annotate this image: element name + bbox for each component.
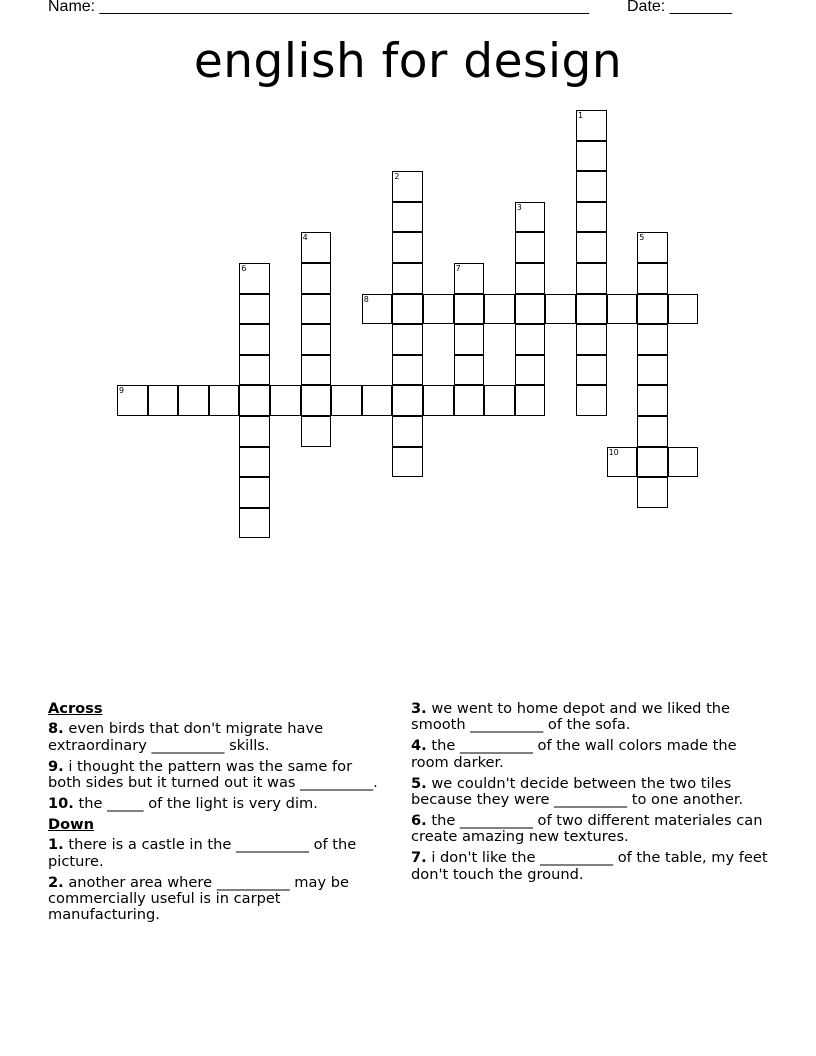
clue-number: 4. (411, 737, 427, 755)
grid-cell[interactable] (637, 355, 668, 386)
grid-cell[interactable] (301, 416, 332, 447)
grid-cell[interactable] (239, 477, 270, 508)
grid-cell[interactable] (607, 447, 638, 478)
clue-number-label: 2 (394, 172, 400, 182)
clue-number: 9. (48, 757, 64, 775)
grid-cell[interactable] (576, 324, 607, 355)
grid-cell[interactable] (239, 385, 270, 416)
clue-number: 5. (411, 774, 427, 792)
grid-cell[interactable] (178, 385, 209, 416)
grid-cell[interactable] (637, 416, 668, 447)
grid-cell[interactable] (301, 232, 332, 263)
grid-cell[interactable] (239, 416, 270, 447)
grid-cell[interactable] (454, 263, 485, 294)
grid-cell[interactable] (454, 294, 485, 325)
grid-cell[interactable] (637, 477, 668, 508)
grid-cell[interactable] (515, 202, 546, 233)
grid-cell[interactable] (515, 294, 546, 325)
clue-text: we couldn't decide between the two tiles because they were __________ to one another. (411, 774, 744, 809)
clue-number-label: 10 (608, 447, 619, 457)
grid-cell[interactable] (239, 355, 270, 386)
clue-number-label: 9 (119, 386, 125, 396)
clue-text: i thought the pattern was the same for both sides but it turned out it was __________. (48, 757, 378, 792)
clue-down-4 (411, 738, 771, 771)
grid-cell[interactable] (637, 232, 668, 263)
grid-cell[interactable] (454, 324, 485, 355)
grid-cell[interactable] (576, 141, 607, 172)
clues-left-column (48, 701, 388, 928)
clue-down-2 (48, 875, 388, 924)
grid-cell[interactable] (392, 324, 423, 355)
grid-cell[interactable] (392, 385, 423, 416)
clue-down-7 (411, 850, 771, 883)
grid-cell[interactable] (392, 202, 423, 233)
grid-cell[interactable] (392, 355, 423, 386)
across-heading: Across (48, 700, 103, 717)
grid-cell[interactable] (362, 385, 393, 416)
grid-cell[interactable] (209, 385, 240, 416)
clue-number-label: 8 (363, 294, 369, 304)
clue-number-label: 3 (516, 202, 522, 212)
clue-number: 2. (48, 873, 64, 891)
grid-cell[interactable] (515, 232, 546, 263)
grid-cell[interactable] (392, 232, 423, 263)
clue-down-1 (48, 837, 388, 870)
grid-cell[interactable] (301, 263, 332, 294)
grid-cell[interactable] (637, 385, 668, 416)
clue-down-5 (411, 776, 771, 809)
clue-down-3 (411, 701, 771, 734)
name-field-label: Name: _______________________________________________________ (48, 0, 589, 15)
grid-cell[interactable] (270, 385, 301, 416)
clue-down-6 (411, 813, 771, 846)
grid-cell[interactable] (637, 447, 668, 478)
grid-cell[interactable] (423, 385, 454, 416)
grid-cell[interactable] (239, 263, 270, 294)
grid-cell[interactable] (515, 385, 546, 416)
clue-number: 10. (48, 795, 74, 813)
grid-cell[interactable] (301, 355, 332, 386)
grid-cell[interactable] (239, 447, 270, 478)
clue-text: even birds that don't migrate have extraordinary __________ skills. (48, 720, 324, 754)
clue-number: 6. (411, 811, 427, 829)
grid-cell[interactable] (148, 385, 179, 416)
clue-number: 8. (48, 720, 64, 738)
clue-across-10 (48, 796, 388, 812)
grid-cell[interactable] (545, 294, 576, 325)
clue-number: 7. (411, 849, 427, 867)
grid-cell[interactable] (301, 324, 332, 355)
grid-cell[interactable] (576, 110, 607, 141)
grid-cell[interactable] (117, 385, 148, 416)
grid-cell[interactable] (515, 263, 546, 294)
grid-cell[interactable] (484, 385, 515, 416)
date-field-label: Date: _______ (627, 0, 732, 15)
clues-right-column (411, 701, 771, 888)
grid-cell[interactable] (576, 385, 607, 416)
clue-text: i don't like the __________ of the table, my feet don't touch the ground. (411, 849, 768, 883)
grid-cell[interactable] (454, 385, 485, 416)
clue-number-label: 4 (302, 233, 308, 243)
clue-text: the __________ of two different materiales can create amazing new textures. (411, 811, 763, 846)
grid-cell[interactable] (301, 385, 332, 416)
grid-cell[interactable] (576, 232, 607, 263)
grid-cell[interactable] (239, 324, 270, 355)
clue-text: there is a castle in the __________ of the picture. (48, 836, 357, 870)
grid-cell[interactable] (239, 508, 270, 539)
grid-cell[interactable] (576, 202, 607, 233)
grid-cell[interactable] (637, 294, 668, 325)
grid-cell[interactable] (576, 263, 607, 294)
grid-cell[interactable] (392, 171, 423, 202)
grid-cell[interactable] (637, 324, 668, 355)
clue-text: the _____ of the light is very dim. (78, 795, 318, 813)
grid-cell[interactable] (607, 294, 638, 325)
clue-number-label: 6 (241, 264, 247, 273)
grid-cell[interactable] (331, 385, 362, 416)
clue-number-label: 1 (578, 111, 584, 120)
grid-cell[interactable] (454, 355, 485, 386)
grid-cell[interactable] (239, 294, 270, 325)
grid-cell[interactable] (668, 447, 699, 478)
grid-cell[interactable] (392, 263, 423, 294)
down-heading: Down (48, 815, 95, 833)
clue-number-label: 7 (455, 264, 461, 273)
grid-cell[interactable] (392, 416, 423, 447)
grid-cell[interactable] (362, 294, 393, 325)
page-title: english for design (193, 34, 623, 89)
clue-across-9 (48, 759, 388, 792)
grid-cell[interactable] (637, 263, 668, 294)
grid-cell[interactable] (484, 294, 515, 325)
grid-cell[interactable] (515, 324, 546, 355)
clue-text: we went to home depot and we liked the smooth __________ of the sofa. (411, 700, 731, 734)
grid-cell[interactable] (576, 294, 607, 325)
grid-cell[interactable] (668, 294, 699, 325)
clue-text: another area where __________ may be commercially useful is in carpet manufacturing. (48, 873, 349, 924)
grid-cell[interactable] (423, 294, 454, 325)
clue-number-label: 5 (639, 233, 645, 243)
clue-number: 1. (48, 836, 64, 854)
grid-cell[interactable] (576, 355, 607, 386)
grid-cell[interactable] (392, 447, 423, 478)
grid-cell[interactable] (301, 294, 332, 325)
grid-cell[interactable] (392, 294, 423, 325)
grid-cell[interactable] (576, 171, 607, 202)
clue-text: the __________ of the wall colors made the room darker. (411, 737, 737, 771)
clue-number: 3. (411, 700, 427, 717)
grid-cell[interactable] (515, 355, 546, 386)
clue-across-8 (48, 721, 388, 754)
